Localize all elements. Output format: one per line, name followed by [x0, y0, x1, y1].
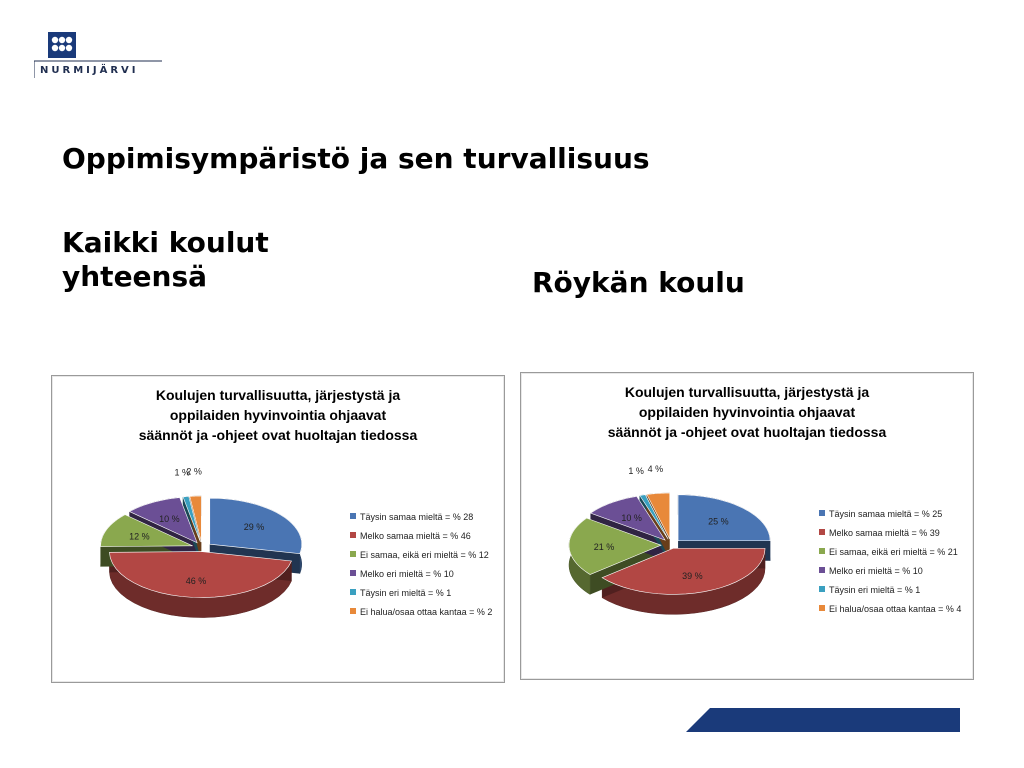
chart-title-line: oppilaiden hyvinvointia ohjaavat — [638, 404, 856, 420]
legend-swatch — [350, 589, 356, 595]
legend-entry: Ei halua/osaa ottaa kantaa = % 4 — [829, 604, 962, 614]
subtitle-line-2: yhteensä — [62, 260, 208, 293]
legend-swatch — [819, 605, 825, 611]
legend-entry: Täysin samaa mieltä = % 25 — [829, 509, 943, 519]
legend-swatch — [350, 551, 356, 557]
legend-entry: Melko samaa mieltä = % 39 — [829, 528, 940, 538]
pie-data-label: 25 % — [708, 516, 729, 527]
pie-data-label: 4 % — [647, 464, 664, 475]
legend-entry: Melko eri mieltä = % 10 — [360, 569, 454, 579]
pie-chart-roykka — [521, 373, 973, 679]
subtitle-all-schools — [62, 226, 269, 294]
legend-swatch — [350, 570, 356, 576]
chart-legend — [350, 512, 492, 617]
legend-entry: Ei samaa, eikä eri mieltä = % 21 — [829, 547, 958, 557]
pie-chart-all-schools — [52, 376, 504, 682]
pie-data-label: 29 % — [243, 522, 265, 533]
legend-swatch — [819, 548, 825, 554]
legend-swatch — [819, 567, 825, 573]
chart-panel-roykka — [520, 372, 974, 680]
subtitle-roykka-school: Röykän koulu — [532, 266, 745, 299]
pie-data-label: 2 % — [186, 466, 202, 477]
chart-title-line: säännöt ja -ohjeet ovat huoltajan tiedossa — [138, 427, 418, 443]
legend-entry: Melko samaa mieltä = % 46 — [360, 531, 471, 541]
subtitle-line-1: Kaikki koulut — [62, 226, 269, 259]
chart-panel-all-schools — [51, 375, 505, 683]
legend-entry: Ei halua/osaa ottaa kantaa = % 2 — [360, 607, 493, 617]
pie-data-label: 10 % — [159, 513, 180, 524]
chart-title-line: säännöt ja -ohjeet ovat huoltajan tiedossa — [607, 424, 887, 440]
legend-entry: Täysin eri mieltä = % 1 — [829, 585, 921, 595]
legend-swatch — [350, 532, 356, 538]
legend-entry: Melko eri mieltä = % 10 — [829, 566, 923, 576]
pie-data-label: 1 % — [174, 467, 191, 478]
pie-data-label: 1 % — [628, 466, 644, 477]
legend-swatch — [819, 529, 825, 535]
legend-swatch — [350, 608, 356, 614]
chart-title-line: Koulujen turvallisuutta, järjestystä ja — [624, 384, 870, 400]
pie-data-label: 12 % — [129, 531, 150, 542]
chart-title-line: oppilaiden hyvinvointia ohjaavat — [169, 407, 387, 423]
chart-title-line: Koulujen turvallisuutta, järjestystä ja — [155, 387, 401, 403]
legend-swatch — [350, 513, 356, 519]
footer-brand-band — [686, 708, 960, 732]
logo-text: NURMIJÄRVI — [40, 65, 139, 76]
legend-entry: Täysin eri mieltä = % 1 — [360, 588, 452, 598]
pie-data-label: 10 % — [621, 513, 642, 524]
page-title: Oppimisympäristö ja sen turvallisuus — [62, 142, 650, 175]
pie-data-label: 46 % — [185, 575, 207, 586]
chart-legend — [819, 509, 961, 614]
legend-swatch — [819, 510, 825, 516]
legend-entry: Ei samaa, eikä eri mieltä = % 12 — [360, 550, 489, 560]
pie-data-label: 39 % — [682, 571, 703, 582]
legend-entry: Täysin samaa mieltä = % 28 — [360, 512, 474, 522]
pie-data-label: 21 % — [593, 542, 615, 553]
legend-swatch — [819, 586, 825, 592]
